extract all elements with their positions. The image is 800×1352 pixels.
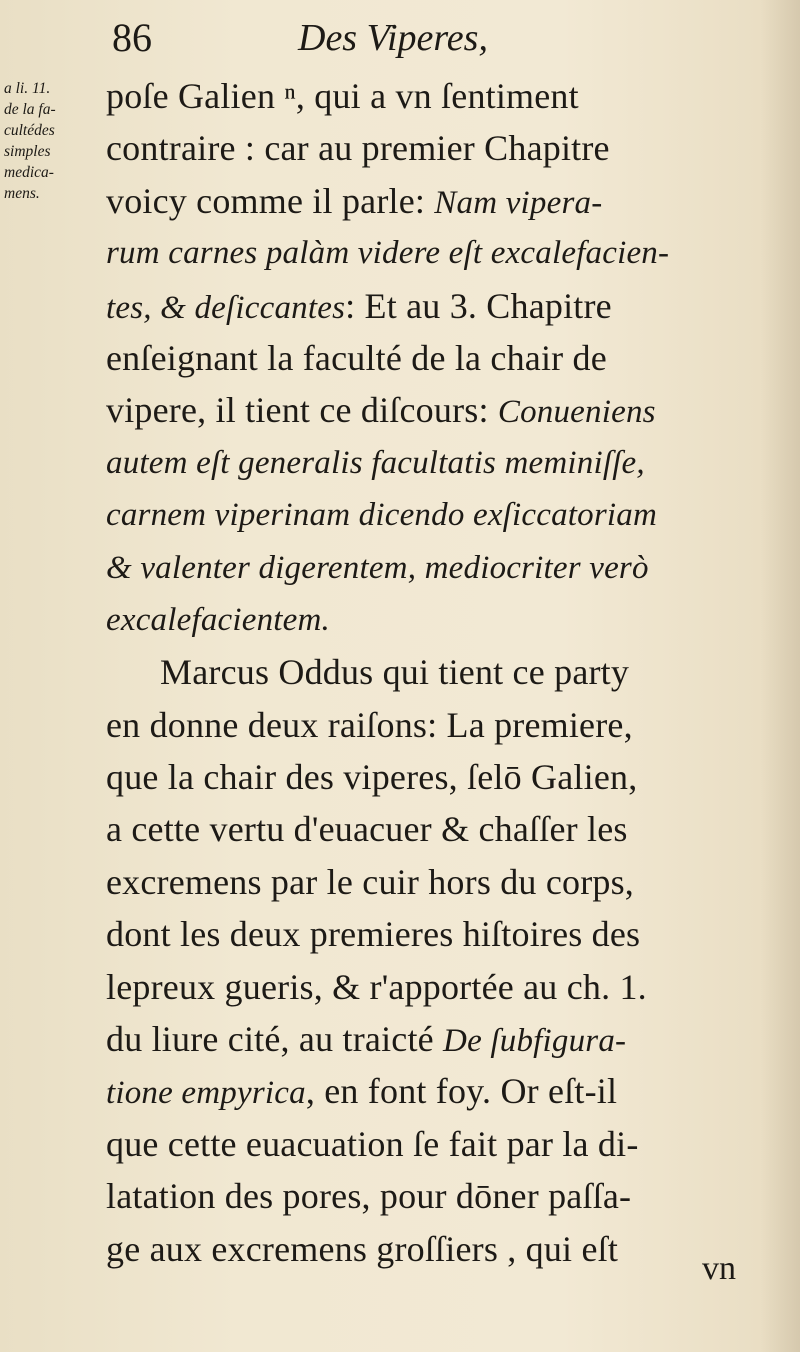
text-segment: du liure cité, au traicté xyxy=(106,1019,444,1060)
margin-note-line: mens. xyxy=(4,185,40,202)
running-title: Des Viperes, xyxy=(298,17,488,59)
latin-quote-line: rum carnes palàm videre eſt excalefacien- xyxy=(106,235,670,272)
text-line xyxy=(106,1065,756,1117)
text-line: ge aux excremens groſſiers , qui eſt xyxy=(106,1228,619,1269)
text-line: dont les deux premieres hiſtoires des xyxy=(106,914,641,955)
text-line xyxy=(106,1013,756,1065)
page-header xyxy=(108,12,748,72)
margin-note-line: medica- xyxy=(4,164,54,181)
margin-note-line: simples xyxy=(4,143,51,160)
text-segment: voicy comme il parle: xyxy=(106,180,435,221)
text-line: a cette vertu d'euacuer & chaſſer les xyxy=(106,809,628,850)
text-line: poſe Galien ⁿ, qui a vn ſentiment xyxy=(106,76,579,116)
text-line: lepreux gueris, & r'apportée au ch. 1. xyxy=(106,966,647,1007)
body-text xyxy=(106,70,756,1275)
text-line: contraire : car au premier Chapitre xyxy=(106,128,610,169)
text-segment: : Et au 3. Chapitre xyxy=(345,285,612,326)
catchword: vn xyxy=(702,1250,736,1287)
latin-quote-line: & valenter digerentem, mediocriter verò xyxy=(106,549,649,586)
margin-note-line: de la fa- xyxy=(4,101,56,118)
latin-quote: Nam vipera- xyxy=(434,184,603,221)
latin-quote-line: carnem viperinam dicendo exſiccatoriam xyxy=(106,497,658,534)
latin-quote: tes, & deſiccantes xyxy=(106,289,346,326)
latin-quote-line: excalefacientem. xyxy=(106,601,330,638)
text-line xyxy=(106,384,756,436)
paragraph-start-line: Marcus Oddus qui tient ce party xyxy=(160,652,630,693)
margin-note-line: a li. 11. xyxy=(4,80,51,97)
latin-quote: Conueniens xyxy=(497,394,656,431)
page-edge-shadow xyxy=(760,0,800,1352)
margin-note-line: cultédes xyxy=(4,122,55,139)
text-line: que cette euacuation ſe fait par la di- xyxy=(106,1123,639,1164)
latin-title: De ſubfigura- xyxy=(443,1023,627,1060)
page-number: 86 xyxy=(112,15,152,60)
text-segment: , en font foy. Or eſt-il xyxy=(305,1071,618,1112)
text-line: en donne deux raiſons: La premiere, xyxy=(106,704,633,745)
text-segment: vipere, il tient ce diſcours: xyxy=(106,390,498,431)
text-line: enſeignant la faculté de la chair de xyxy=(106,337,607,378)
text-line: que la chair des viperes, ſelō Galien, xyxy=(106,757,638,798)
text-line xyxy=(106,175,756,227)
latin-quote-line: autem eſt generalis facultatis meminiſſe, xyxy=(106,444,645,481)
text-line: latation des pores, pour dōner paſſa- xyxy=(106,1176,632,1217)
latin-title: tione empyrica xyxy=(106,1075,306,1112)
text-line: excremens par le cuir hors du corps, xyxy=(106,861,635,902)
text-line xyxy=(106,280,756,332)
margin-note xyxy=(4,78,104,204)
